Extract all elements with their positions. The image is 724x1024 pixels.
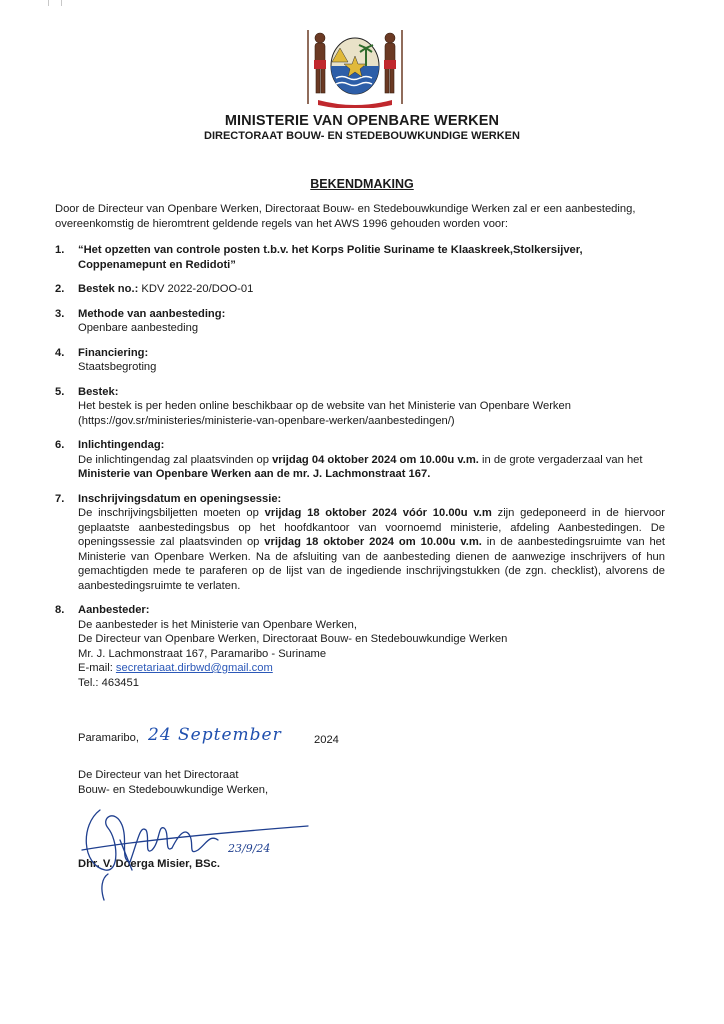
list-item <box>55 282 665 297</box>
item-list <box>55 243 665 700</box>
item-label: Financiering: <box>78 346 149 359</box>
project-title: “Het opzetten van controle posten t.b.v. het Korps Politie Suriname te Klaaskreek,Stolkersijver, Coppenamepunt en Redidoti” <box>78 244 583 271</box>
text-run: in de aanbestedingsruimte van het Ministerie van Openbare Werken. Na de afsluiting van de aanbesteding dienen de aanwezige inschrijvers of hun gemachtigden mede te paraferen op de lijst van de ingediende inschrijvingstukken (de zgn. checklist), alvorens de aanbestedingsruimte te verlaten. <box>78 536 666 592</box>
bold-run: Ministerie van Openbare Werken aan de mr. J. Lachmonstraat 167. <box>78 468 431 480</box>
item-label: Aanbesteder: <box>78 604 150 616</box>
website-link[interactable]: (https://gov.sr/ministeries/ministerie-van-openbare-werken/aanbestedingen/) <box>78 414 455 427</box>
list-item <box>55 346 665 375</box>
item-number: 8. <box>55 604 65 616</box>
closing-line: De Directeur van het Directoraat <box>78 769 239 781</box>
item-text <box>78 453 665 482</box>
item-value: Openbare aanbesteding <box>78 322 199 334</box>
text-run: in de grote vergaderzaal van het <box>478 453 643 466</box>
list-item <box>55 307 665 336</box>
address-line: De Directeur van Openbare Werken, Directoraat Bouw- en Stedebouwkundige Werken <box>78 633 508 645</box>
item-text <box>78 506 665 593</box>
list-item <box>55 603 665 690</box>
item-number: 7. <box>55 492 65 505</box>
signer-name: Dhr. V. Doerga Misier, BSc. <box>78 858 220 870</box>
signature-date: 23/9/24 <box>228 842 271 855</box>
item-number: 3. <box>55 307 65 320</box>
item-number: 1. <box>55 244 65 256</box>
directorate-heading: DIRECTORAAT BOUW- EN STEDEBOUWKUNDIGE WERKEN <box>204 130 520 142</box>
item-number: 4. <box>55 346 65 359</box>
email-label: E-mail: <box>78 662 116 674</box>
ministry-heading: MINISTERIE VAN OPENBARE WERKEN <box>224 113 500 129</box>
bestek-number: KDV 2022-20/DOO-01 <box>141 283 254 295</box>
text-run: zijn gedeponeerd in de hiervoor geplaatste aanbestedingsbus op het hoofdkantoor van voornoemd ministerie, afdeling Aanbestedingen. De openingssessie zal plaatsvinden op <box>78 507 665 548</box>
list-item <box>55 243 665 272</box>
bold-run: vrijdag 18 oktober 2024 om 10.00u v.m. <box>264 536 482 548</box>
item-label: Inschrijvingsdatum en openingsessie: <box>78 492 282 505</box>
address-line: Mr. J. Lachmonstraat 167, Paramaribo - Suriname <box>78 647 327 660</box>
item-label: Methode van aanbesteding: <box>78 307 226 320</box>
item-number: 6. <box>55 439 65 451</box>
item-number: 5. <box>55 385 65 398</box>
list-item <box>55 385 665 429</box>
scan-mark <box>48 0 62 6</box>
address-line: De aanbesteder is het Ministerie van Openbare Werken, <box>78 618 358 631</box>
item-number: 2. <box>55 283 65 295</box>
intro-paragraph: Door de Directeur van Openbare Werken, Directoraat Bouw- en Stedebouwkundige Werken zal er een aanbesteding, overeenkomstig de hieromtrent geldende regels van het AWS 1996 gehouden worden voor: <box>55 203 636 230</box>
email-link[interactable]: secretariaat.dirbwd@gmail.com <box>115 662 273 674</box>
email-line <box>78 661 665 676</box>
bold-run: vrijdag 18 oktober 2024 vóór 10.00u v.m <box>264 507 492 519</box>
item-text: Het bestek is per heden online beschikbaar op de website van het Ministerie van Openbare Werken <box>78 400 571 412</box>
document-title: BEKENDMAKING <box>310 177 414 191</box>
item-label: Bestek no.: <box>78 283 139 295</box>
text-run: De inschrijvingsbiljetten moeten op <box>78 507 265 519</box>
place-label: Paramaribo, <box>78 732 139 744</box>
bold-run: vrijdag 04 oktober 2024 om 10.00u v.m. <box>272 453 479 466</box>
list-item <box>55 492 665 594</box>
phone-line: Tel.: 463451 <box>78 676 139 689</box>
closing-line: Bouw- en Stedebouwkundige Werken, <box>78 784 269 796</box>
signature-image <box>60 770 320 910</box>
handwritten-date: 24 September <box>148 725 282 745</box>
item-label: Bestek: <box>78 385 119 398</box>
year: 2024 <box>314 734 339 746</box>
item-label: Inlichtingendag: <box>78 439 165 451</box>
coat-of-arms-icon <box>300 26 410 108</box>
list-item <box>55 438 665 482</box>
text-run: De inlichtingendag zal plaatsvinden op <box>78 453 273 466</box>
item-value: Staatsbegroting <box>78 361 157 373</box>
